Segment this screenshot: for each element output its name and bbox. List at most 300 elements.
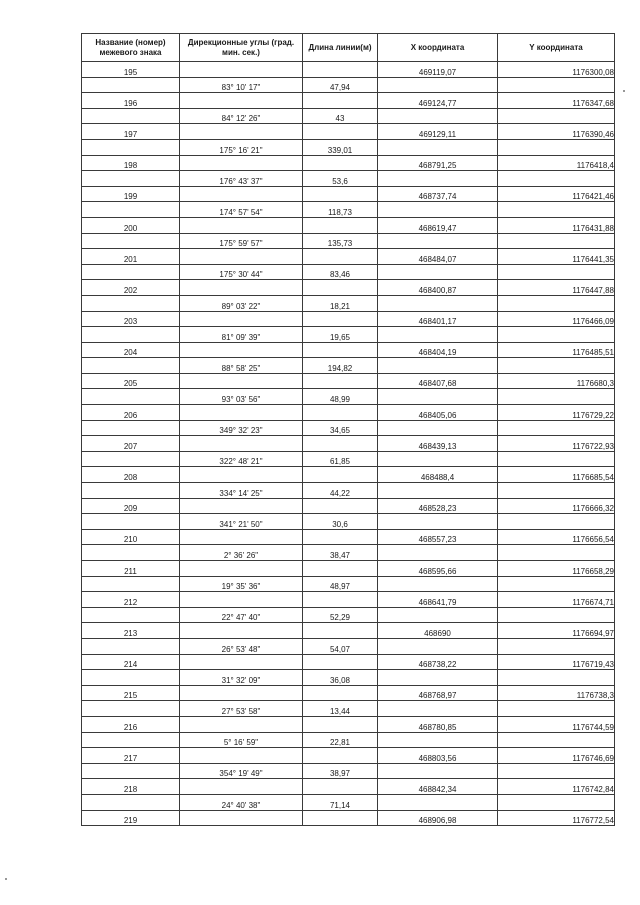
x-coordinate-cell-text: 469119,07 <box>418 67 457 77</box>
line-length-cell <box>303 701 378 717</box>
empty-cell <box>498 670 615 686</box>
empty-cell <box>180 654 303 670</box>
empty-cell <box>303 405 378 421</box>
empty-cell <box>82 545 180 561</box>
y-coordinate-cell <box>498 311 615 327</box>
table-row-point <box>82 280 615 296</box>
empty-cell <box>378 576 498 592</box>
empty-cell <box>498 233 615 249</box>
table-row-segment <box>82 233 615 249</box>
empty-cell <box>82 670 180 686</box>
table-row-segment <box>82 514 615 530</box>
y-coordinate-cell <box>498 280 615 296</box>
x-coordinate-cell <box>378 155 498 171</box>
direction-angle-cell-text: 26° 53' 48" <box>221 644 261 654</box>
line-length-cell <box>303 794 378 810</box>
direction-angle-cell <box>180 483 303 499</box>
line-length-cell <box>303 576 378 592</box>
direction-angle-cell <box>180 139 303 155</box>
y-coordinate-cell <box>498 685 615 701</box>
table-row-point <box>82 467 615 483</box>
direction-angle-cell <box>180 514 303 530</box>
line-length-cell-text: 339,01 <box>327 145 353 155</box>
y-coordinate-cell-text: 1176658,29 <box>572 566 614 576</box>
empty-cell <box>378 545 498 561</box>
line-length-cell <box>303 202 378 218</box>
empty-cell <box>82 483 180 499</box>
direction-angle-cell <box>180 108 303 124</box>
line-length-cell <box>303 451 378 467</box>
y-coordinate-cell <box>498 529 615 545</box>
table-row-segment <box>82 763 615 779</box>
table-row-point <box>82 623 615 639</box>
x-coordinate-cell <box>378 93 498 109</box>
table-row-segment <box>82 264 615 280</box>
x-coordinate-cell-text: 468439,13 <box>418 441 457 451</box>
direction-angle-cell <box>180 763 303 779</box>
table-row-point <box>82 373 615 389</box>
direction-angle-cell-text: 176° 43' 37" <box>219 176 263 186</box>
table-row-point <box>82 748 615 764</box>
line-length-cell <box>303 108 378 124</box>
empty-cell <box>303 561 378 577</box>
y-coordinate-cell <box>498 748 615 764</box>
scan-speck <box>623 90 625 92</box>
table-row-point <box>82 716 615 732</box>
direction-angle-cell <box>180 732 303 748</box>
empty-cell <box>498 763 615 779</box>
marker-name-cell-text: 198 <box>123 161 138 171</box>
x-coordinate-cell <box>378 810 498 826</box>
y-coordinate-cell-text: 1176729,22 <box>572 410 614 420</box>
empty-cell <box>378 108 498 124</box>
line-length-cell-text: 38,97 <box>329 769 351 779</box>
y-coordinate-cell <box>498 779 615 795</box>
empty-cell <box>378 358 498 374</box>
y-coordinate-cell-text: 1176441,35 <box>572 254 614 264</box>
empty-cell <box>378 451 498 467</box>
direction-angle-cell <box>180 420 303 436</box>
y-coordinate-cell-text: 1176447,88 <box>572 285 614 295</box>
empty-cell <box>303 529 378 545</box>
x-coordinate-cell-text: 468842,34 <box>418 784 457 794</box>
empty-cell <box>82 139 180 155</box>
y-coordinate-cell <box>498 654 615 670</box>
x-coordinate-cell-text: 468906,98 <box>418 816 457 826</box>
empty-cell <box>82 77 180 93</box>
direction-angle-cell-text: 175° 16' 21" <box>219 145 263 155</box>
line-length-cell <box>303 607 378 623</box>
line-length-cell-text: 34,65 <box>329 426 351 436</box>
empty-cell <box>498 295 615 311</box>
empty-cell <box>378 763 498 779</box>
x-coordinate-cell-text: 469124,77 <box>418 98 457 108</box>
x-coordinate-cell <box>378 186 498 202</box>
line-length-cell <box>303 327 378 343</box>
table-row-segment <box>82 794 615 810</box>
empty-cell <box>303 217 378 233</box>
marker-name-cell <box>82 810 180 826</box>
x-coordinate-cell <box>378 217 498 233</box>
table-row-point <box>82 249 615 265</box>
marker-name-cell <box>82 311 180 327</box>
x-coordinate-cell-text: 468768,97 <box>418 691 457 701</box>
empty-cell <box>180 249 303 265</box>
x-coordinate-cell <box>378 623 498 639</box>
direction-angle-cell <box>180 295 303 311</box>
empty-cell <box>82 264 180 280</box>
line-length-cell <box>303 389 378 405</box>
y-coordinate-cell <box>498 467 615 483</box>
table-row-segment <box>82 389 615 405</box>
y-coordinate-cell-text: 1176744,59 <box>572 722 614 732</box>
empty-cell <box>378 483 498 499</box>
line-length-cell-text: 38,47 <box>329 551 351 560</box>
empty-cell <box>82 389 180 405</box>
line-length-cell-text: 48,97 <box>329 582 351 592</box>
direction-angle-cell-text: 174° 57' 54" <box>219 207 263 217</box>
line-length-cell-text: 194,82 <box>327 363 353 373</box>
marker-name-cell <box>82 654 180 670</box>
marker-name-cell <box>82 342 180 358</box>
marker-name-cell-text: 207 <box>123 441 138 451</box>
empty-cell <box>498 483 615 499</box>
empty-cell <box>82 108 180 124</box>
empty-cell <box>303 779 378 795</box>
y-coordinate-cell <box>498 155 615 171</box>
table-row-segment <box>82 171 615 187</box>
direction-angle-cell <box>180 794 303 810</box>
table-row-point <box>82 498 615 514</box>
empty-cell <box>303 280 378 296</box>
boundary-coordinates-table <box>81 33 615 826</box>
table-body <box>82 62 615 826</box>
y-coordinate-cell <box>498 124 615 140</box>
empty-cell <box>180 342 303 358</box>
table-row-point <box>82 217 615 233</box>
header-x-coordinate: X координата <box>378 34 498 62</box>
marker-name-cell <box>82 716 180 732</box>
table-row-point <box>82 93 615 109</box>
empty-cell <box>303 186 378 202</box>
empty-cell <box>378 514 498 530</box>
marker-name-cell-text: 213 <box>123 628 138 638</box>
line-length-cell <box>303 545 378 561</box>
table-row-point <box>82 342 615 358</box>
table-row-segment <box>82 483 615 499</box>
direction-angle-cell-text: 24° 40' 38" <box>221 800 261 810</box>
marker-name-cell-text: 199 <box>123 192 138 202</box>
empty-cell <box>498 77 615 93</box>
direction-angle-cell-text: 22° 47' 40" <box>221 613 261 623</box>
table-row-segment <box>82 670 615 686</box>
empty-cell <box>378 139 498 155</box>
x-coordinate-cell <box>378 748 498 764</box>
empty-cell <box>498 576 615 592</box>
line-length-cell <box>303 420 378 436</box>
table-row-point <box>82 654 615 670</box>
y-coordinate-cell-text: 1176742,84 <box>572 784 614 794</box>
table-row-point <box>82 779 615 795</box>
marker-name-cell-text: 215 <box>123 691 138 701</box>
direction-angle-cell <box>180 545 303 561</box>
table-row-segment <box>82 701 615 717</box>
direction-angle-cell <box>180 607 303 623</box>
empty-cell <box>180 561 303 577</box>
x-coordinate-cell-text: 468595,66 <box>418 566 457 576</box>
direction-angle-cell <box>180 171 303 187</box>
table-row-point <box>82 436 615 452</box>
direction-angle-cell <box>180 77 303 93</box>
y-coordinate-cell-text: 1176656,54 <box>572 535 614 545</box>
table-row-point <box>82 685 615 701</box>
empty-cell <box>498 264 615 280</box>
line-length-cell <box>303 670 378 686</box>
marker-name-cell <box>82 280 180 296</box>
direction-angle-cell-text: 5° 16' 59" <box>223 738 259 748</box>
table-header <box>82 34 615 62</box>
empty-cell <box>82 295 180 311</box>
empty-cell <box>82 420 180 436</box>
marker-name-cell <box>82 373 180 389</box>
line-length-cell <box>303 264 378 280</box>
x-coordinate-cell <box>378 716 498 732</box>
marker-name-cell <box>82 249 180 265</box>
y-coordinate-cell-text: 1176431,88 <box>572 223 614 233</box>
line-length-cell <box>303 295 378 311</box>
direction-angle-cell <box>180 701 303 717</box>
y-coordinate-cell <box>498 623 615 639</box>
empty-cell <box>180 498 303 514</box>
x-coordinate-cell <box>378 654 498 670</box>
y-coordinate-cell-text: 1176772,54 <box>572 816 614 826</box>
x-coordinate-cell <box>378 436 498 452</box>
y-coordinate-cell-text: 1176390,46 <box>572 129 614 139</box>
x-coordinate-cell <box>378 62 498 78</box>
y-coordinate-cell <box>498 342 615 358</box>
table-row-point <box>82 124 615 140</box>
y-coordinate-cell <box>498 186 615 202</box>
line-length-cell-text: 48,99 <box>329 395 351 405</box>
x-coordinate-cell <box>378 249 498 265</box>
line-length-cell-text: 19,65 <box>329 332 351 342</box>
empty-cell <box>303 467 378 483</box>
empty-cell <box>498 171 615 187</box>
marker-name-cell <box>82 779 180 795</box>
table-row-point <box>82 186 615 202</box>
direction-angle-cell-text: 349° 32' 23" <box>219 426 263 436</box>
direction-angle-cell <box>180 358 303 374</box>
empty-cell <box>378 701 498 717</box>
marker-name-cell-text: 206 <box>123 410 138 420</box>
empty-cell <box>303 716 378 732</box>
line-length-cell <box>303 732 378 748</box>
empty-cell <box>498 638 615 654</box>
empty-cell <box>303 436 378 452</box>
marker-name-cell <box>82 217 180 233</box>
y-coordinate-cell <box>498 249 615 265</box>
empty-cell <box>378 295 498 311</box>
direction-angle-cell <box>180 638 303 654</box>
empty-cell <box>498 794 615 810</box>
line-length-cell-text: 83,46 <box>329 270 351 280</box>
y-coordinate-cell-text: 1176719,43 <box>572 660 614 670</box>
empty-cell <box>180 405 303 421</box>
marker-name-cell-text: 204 <box>123 348 138 358</box>
x-coordinate-cell <box>378 467 498 483</box>
header-y-coordinate: Y координата <box>498 34 615 62</box>
line-length-cell <box>303 139 378 155</box>
empty-cell <box>498 607 615 623</box>
x-coordinate-cell-text: 468405,06 <box>418 410 457 420</box>
empty-cell <box>303 810 378 826</box>
empty-cell <box>180 810 303 826</box>
empty-cell <box>378 327 498 343</box>
empty-cell <box>180 373 303 389</box>
direction-angle-cell-text: 341° 21' 50" <box>219 519 263 529</box>
y-coordinate-cell-text: 1176666,32 <box>572 504 614 514</box>
empty-cell <box>82 607 180 623</box>
marker-name-cell-text: 214 <box>123 660 138 670</box>
direction-angle-cell <box>180 576 303 592</box>
direction-angle-cell <box>180 327 303 343</box>
empty-cell <box>180 779 303 795</box>
y-coordinate-cell-text: 1176746,69 <box>572 753 614 763</box>
scan-speck <box>5 878 7 880</box>
marker-name-cell-text: 209 <box>123 504 138 514</box>
table-row-segment <box>82 607 615 623</box>
empty-cell <box>378 264 498 280</box>
empty-cell <box>82 701 180 717</box>
line-length-cell-text: 18,21 <box>329 301 351 311</box>
table-row-segment <box>82 638 615 654</box>
direction-angle-cell-text: 334° 14' 25" <box>219 488 263 498</box>
direction-angle-cell-text: 2° 36' 26" <box>223 551 259 560</box>
x-coordinate-cell <box>378 685 498 701</box>
x-coordinate-cell-text: 468641,79 <box>418 597 457 607</box>
marker-name-cell-text: 210 <box>123 535 138 545</box>
marker-name-cell-text: 197 <box>123 129 138 139</box>
empty-cell <box>82 638 180 654</box>
line-length-cell-text: 52,29 <box>329 613 351 623</box>
direction-angle-cell-text: 322° 48' 21" <box>219 457 263 467</box>
y-coordinate-cell <box>498 217 615 233</box>
table-row-point <box>82 592 615 608</box>
table-row-segment <box>82 358 615 374</box>
line-length-cell <box>303 358 378 374</box>
marker-name-cell <box>82 93 180 109</box>
marker-name-cell-text: 205 <box>123 379 138 389</box>
empty-cell <box>303 592 378 608</box>
x-coordinate-cell-text: 468557,23 <box>418 535 457 545</box>
marker-name-cell-text: 196 <box>123 98 138 108</box>
line-length-cell-text: 13,44 <box>329 706 351 716</box>
table-row-point <box>82 405 615 421</box>
x-coordinate-cell-text: 468484,07 <box>418 254 457 264</box>
empty-cell <box>378 171 498 187</box>
direction-angle-cell-text: 19° 35' 36" <box>221 582 261 592</box>
direction-angle-cell-text: 89° 03' 22" <box>221 301 261 311</box>
marker-name-cell-text: 208 <box>123 473 138 483</box>
empty-cell <box>498 389 615 405</box>
x-coordinate-cell-text: 468803,56 <box>418 753 457 763</box>
direction-angle-cell <box>180 670 303 686</box>
x-coordinate-cell <box>378 405 498 421</box>
line-length-cell-text: 47,94 <box>329 83 351 93</box>
y-coordinate-cell-text: 1176722,93 <box>572 441 614 451</box>
direction-angle-cell-text: 88° 58' 25" <box>221 363 261 373</box>
line-length-cell-text: 44,22 <box>329 488 351 498</box>
direction-angle-cell <box>180 264 303 280</box>
marker-name-cell-text: 200 <box>123 223 138 233</box>
table-row-segment <box>82 108 615 124</box>
empty-cell <box>303 654 378 670</box>
empty-cell <box>303 311 378 327</box>
y-coordinate-cell <box>498 498 615 514</box>
marker-name-cell <box>82 436 180 452</box>
x-coordinate-cell <box>378 124 498 140</box>
marker-name-cell-text: 203 <box>123 317 138 327</box>
line-length-cell-text: 53,6 <box>332 176 348 186</box>
empty-cell <box>498 451 615 467</box>
marker-name-cell <box>82 186 180 202</box>
y-coordinate-cell-text: 1176418,4 <box>576 161 614 171</box>
y-coordinate-cell <box>498 62 615 78</box>
x-coordinate-cell-text: 468738,22 <box>418 660 457 670</box>
y-coordinate-cell-text: 1176347,68 <box>572 98 614 108</box>
empty-cell <box>303 623 378 639</box>
x-coordinate-cell-text: 468400,87 <box>418 285 457 295</box>
marker-name-cell-text: 201 <box>123 254 138 264</box>
empty-cell <box>180 155 303 171</box>
x-coordinate-cell-text: 468528,23 <box>418 504 457 514</box>
empty-cell <box>303 498 378 514</box>
line-length-cell <box>303 171 378 187</box>
empty-cell <box>498 514 615 530</box>
direction-angle-cell-text: 93° 03' 56" <box>221 395 261 405</box>
y-coordinate-cell <box>498 592 615 608</box>
x-coordinate-cell <box>378 342 498 358</box>
empty-cell <box>82 233 180 249</box>
table-row-segment <box>82 327 615 343</box>
line-length-cell-text: 54,07 <box>329 644 351 654</box>
empty-cell <box>303 342 378 358</box>
empty-cell <box>180 436 303 452</box>
table-row-point <box>82 155 615 171</box>
header-line-length: Длина линии(м) <box>303 34 378 62</box>
empty-cell <box>180 311 303 327</box>
marker-name-cell-text: 217 <box>123 753 138 763</box>
line-length-cell-text: 135,73 <box>327 239 353 249</box>
direction-angle-cell-text: 354° 19' 49" <box>219 769 263 779</box>
table-row-segment <box>82 77 615 93</box>
empty-cell <box>303 155 378 171</box>
table-row-segment <box>82 545 615 561</box>
empty-cell <box>303 748 378 764</box>
empty-cell <box>82 327 180 343</box>
y-coordinate-cell <box>498 405 615 421</box>
empty-cell <box>498 732 615 748</box>
marker-name-cell-text: 195 <box>123 67 138 77</box>
empty-cell <box>498 545 615 561</box>
marker-name-cell <box>82 529 180 545</box>
y-coordinate-cell <box>498 373 615 389</box>
x-coordinate-cell <box>378 373 498 389</box>
x-coordinate-cell <box>378 280 498 296</box>
empty-cell <box>82 763 180 779</box>
y-coordinate-cell-text: 1176485,51 <box>572 348 614 358</box>
table-row-point <box>82 311 615 327</box>
